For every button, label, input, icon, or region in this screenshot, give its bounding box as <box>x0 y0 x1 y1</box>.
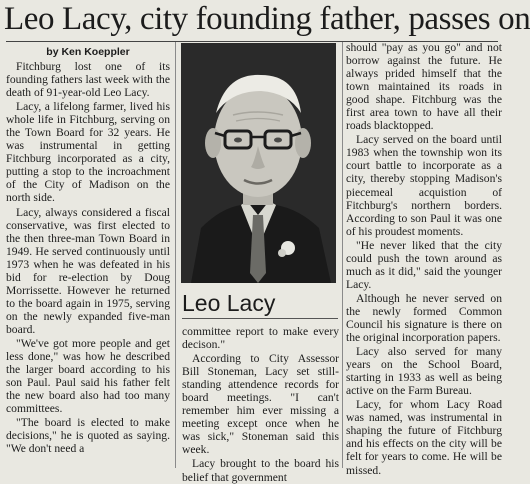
paragraph: Lacy served on the board until 1983 when the township won its court battle to incorporate as a city, thereby stopping Madison's piecemeal acquistion of Fitchburg's northern borders. According to son Paul it was one of his proudest moments. <box>346 133 502 238</box>
photo-caption: Leo Lacy <box>182 290 276 316</box>
paragraph: According to City Assessor Bill Stoneman, Lacy set still-standing attendence records for board meetings. "I can't remember him ever missing a meeting except once when he was sick," Stoneman said this week. <box>182 352 339 457</box>
paragraph: committee report to make every decison." <box>182 325 339 352</box>
paragraph: Lacy, a lifelong farmer, lived his whole life in Fitchburg, serving on the Town Board for 32 years. He was instrumental in getting Fitchburg incorporated as a city, putting a stop to the incroachment of the City of Madison on the north side. <box>6 100 170 205</box>
paragraph: Lacy brought to the board his belief that government <box>182 457 339 484</box>
column-divider <box>342 42 343 468</box>
paragraph: should "pay as you go" and not borrow against the future. He always prided himself that the town maintained its roads in good shape. Fitchburg was the first area town to have all their roads blacktopped. <box>346 41 502 133</box>
byline: by Ken Koeppler <box>46 46 130 58</box>
caption-rule <box>182 318 338 319</box>
article-column-2 <box>182 325 339 484</box>
paragraph: Lacy also served for many years on the School Board, starting in 1933 as well as being active on the Farm Bureau. <box>346 345 502 398</box>
article-column-1 <box>6 60 170 468</box>
column-divider <box>175 42 176 468</box>
paragraph: Although he never served on the newly formed Common Council his signature is there on the original incorporation papers. <box>346 291 502 345</box>
paragraph: Fitchburg lost one of its founding fathers last week with the death of 91-year-old Leo Lacy. <box>6 60 170 100</box>
article-column-3 <box>346 41 502 477</box>
portrait-photo <box>181 43 336 283</box>
headline: Leo Lacy, city founding father, passes on <box>4 1 530 37</box>
paragraph: "The board is elected to make decisions," he is quoted as saying. "We don't need a <box>6 416 170 456</box>
paragraph: "We've got more people and get less done," was how he described the larger board according to his son Paul. Paul said his father felt the new board also had too many committees. <box>6 336 170 416</box>
paragraph: Lacy, for whom Lacy Road was named, was instrumental in shaping the future of Fitchburg and his effects on the city will be felt for years to come. He will be missed. <box>346 398 502 477</box>
paragraph: "He never liked that the city could push the town around as much as it did," said the younger Lacy. <box>346 238 502 291</box>
portrait-illustration <box>181 43 336 283</box>
paragraph: Lacy, always considered a fiscal conservative, was first elected to the then three-man Town Board in 1949. He served continuously until 1973 when he was defeated in his bid for re-election by Doug Morrissette. However he returned to the board again in 1975, serving on the newly expanded five-man board. <box>6 205 170 336</box>
